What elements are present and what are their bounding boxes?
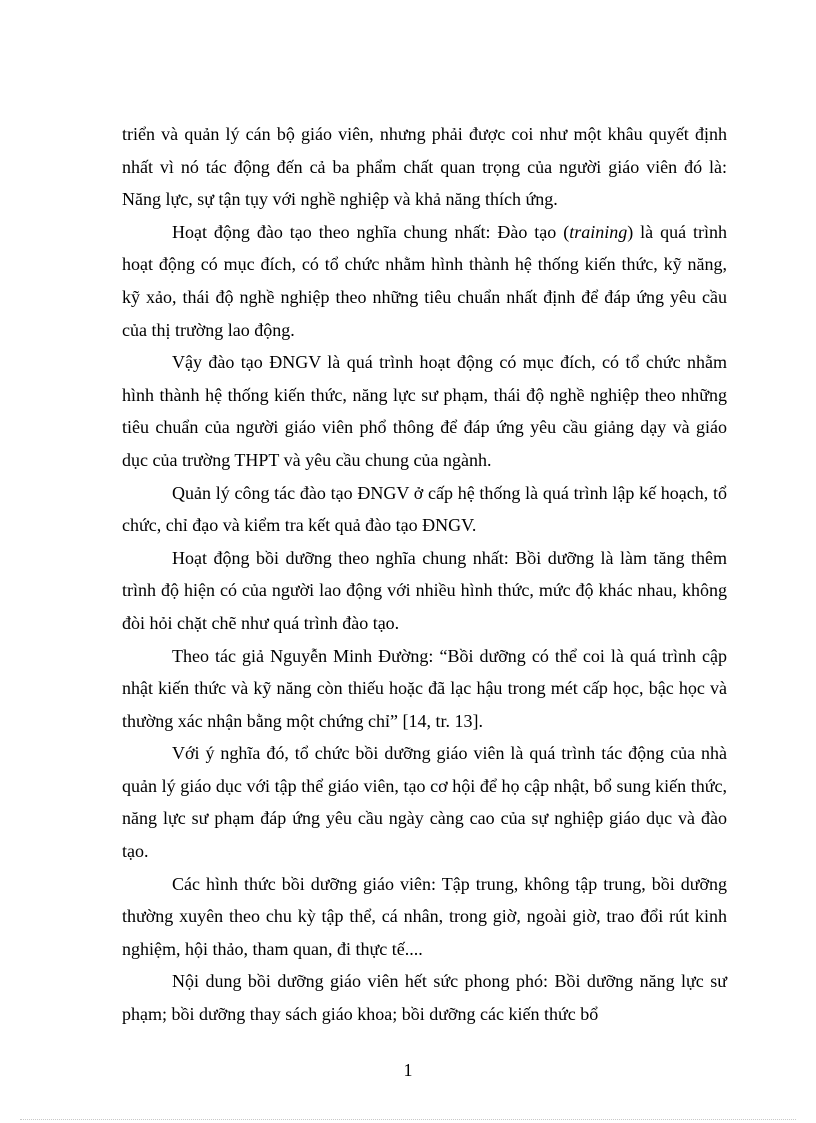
paragraph-text-before-term: Hoạt động đào tạo theo nghĩa chung nhất: Đào tạo ( xyxy=(172,221,570,242)
paragraph-fostering-forms: Các hình thức bồi dưỡng giáo viên: Tập trung, không tập trung, bồi dưỡng thường xuyên theo chu kỳ tập thể, cá nhân, trong giờ, ngoài giờ, trao đổi rút kinh nghiệm, hội thảo, tham quan, đi thực tế.... xyxy=(122,873,727,959)
paragraph-continuation: triển và quản lý cán bộ giáo viên, nhưng phải được coi như một khâu quyết định nhất vì nó tác động đến cả ba phẩm chất quan trọng của người giáo viên đó là: Năng lực, sự tận tụy với nghề nghiệp và khả năng thích ứng. xyxy=(122,124,727,210)
page-bottom-divider xyxy=(20,1119,796,1120)
paragraph-text-after-term: ) là quá trình hoạt động có mục đích, có tổ chức nhằm hình thành hệ thống kiến thức, kỹ năng, kỹ xảo, thái độ nghề nghiệp theo những tiêu chuẩn nhất định để đáp ứng yêu cầu của thị trường lao động. xyxy=(122,221,727,340)
paragraph-fostering-content: Nội dung bồi dưỡng giáo viên hết sức phong phó: Bồi dưỡng năng lực sư phạm; bồi dưỡng thay sách giáo khoa; bồi dưỡng các kiến thức bổ xyxy=(122,971,727,1025)
page-number: 1 xyxy=(403,1060,413,1080)
paragraph-fostering-organization: Với ý nghĩa đó, tổ chức bồi dưỡng giáo viên là quá trình tác động của nhà quản lý giáo dục với tập thể giáo viên, tạo cơ hội để họ cập nhật, bổ sung kiến thức, năng lực sư phạm đáp ứng yêu cầu ngày càng cao của sự nghiệp giáo dục và đào tạo. xyxy=(122,743,727,862)
paragraph-training-management: Quản lý công tác đào tạo ĐNGV ở cấp hệ thống là quá trình lập kế hoạch, tổ chức, chỉ đạo và kiểm tra kết quả đào tạo ĐNGV. xyxy=(122,482,727,536)
paragraph-fostering-definition: Hoạt động bồi dưỡng theo nghĩa chung nhất: Bồi dưỡng là làm tăng thêm trình độ hiện có của người lao động với nhiều hình thức, mức độ khác nhau, không đòi hỏi chặt chẽ như quá trình đào tạo. xyxy=(122,547,727,633)
document-body xyxy=(122,118,727,1031)
english-term: training xyxy=(569,221,628,242)
paragraph-training-definition xyxy=(122,216,727,346)
paragraph-dngv-training: Vậy đào tạo ĐNGV là quá trình hoạt động có mục đích, có tổ chức nhằm hình thành hệ thống kiến thức, năng lực sư phạm, thái độ nghề nghiệp theo những tiêu chuẩn của người giáo viên phổ thông để đáp ứng yêu cầu giảng dạy và giáo dục của trường THPT và yêu cầu chung của ngành. xyxy=(122,352,727,470)
paragraph-author-quote: Theo tác giả Nguyễn Minh Đường: “Bồi dưỡng có thể coi là quá trình cập nhật kiến thức và kỹ năng còn thiếu hoặc đã lạc hậu trong mét cấp học, bậc học và thường xác nhận bằng một chứng chỉ” [14, tr. 13]. xyxy=(122,645,727,731)
